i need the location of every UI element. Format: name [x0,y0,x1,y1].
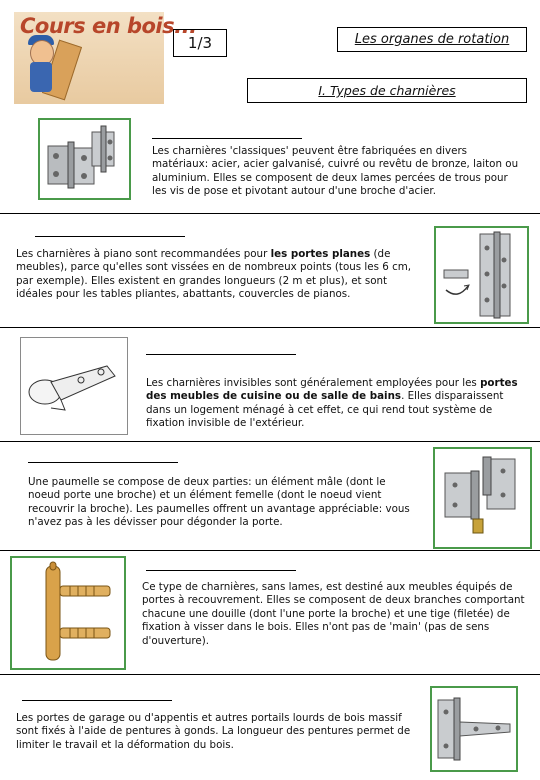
paragraph-text: Les portes de garage ou d'appentis et autres portails lourds de bois massif sont fixés à l'aide de pentures à gonds. La longueur des pentures permet de limiter le travail et la déformation du bois. [16,712,411,751]
paragraph-classiques [152,145,524,199]
concealed-hinge-image [20,337,128,435]
underline [152,138,302,139]
divider [0,441,540,442]
paragraph-text: (de meubles), parce qu'elles sont vissées en de nombreux points (tous les 6 cm, par exemple). Elles existent en grandes longueurs (2 m et plus), et sont idéales pour les tables pliantes, abattants, couvercles de pianos. [16,248,412,301]
underline [146,354,296,355]
paragraph-paumelle [28,476,420,530]
underline [28,462,178,463]
strap-hinge-image [430,686,518,772]
paragraph-sans-lames [142,581,527,648]
paragraph-pentures [16,712,416,752]
underline [22,700,172,701]
divider [0,674,540,675]
paragraph-text: Les charnières invisibles sont généralement employées pour les [146,377,481,389]
screw-hinge-image [10,556,126,670]
logo-text: Cours en bois... [20,14,197,38]
paragraph-bold: portes des meubles de cuisine ou de salle de bains [146,377,518,403]
divider [0,327,540,328]
paragraph-text: Ce type de charnières, sans lames, est destiné aux meubles équipés de portes à recouvrement. Elles se composent de deux branches comportant chacune une douille (dont l'une porte la broche) et une tige (filetée) de fixation à visser dans le bois. Elles n'ont pas de 'main' (pas de sens d'ouverture). [142,581,525,647]
page-title: Les organes de rotation [337,27,527,52]
underline [35,236,185,237]
section-title: I. Types de charnières [247,78,527,103]
piano-hinge-image [434,226,529,324]
paragraph-text: Une paumelle se compose de deux parties: un élément mâle (dont le noeud porte une broche) et un élément femelle (dont le noeud vient recouvrir la broche). Les paumelles offrent un avantage appréciable: vous n'avez pas à les dévisser pour dégonder la porte. [28,476,410,529]
page-number: 1/3 [173,29,227,57]
paragraph-text: . Elles disparaissent dans un logement ménagé à cet effet, ce qui rend tout système de fixation invisible de l'extérieur. [146,390,504,430]
lift-off-hinge-image [433,447,532,549]
divider [0,550,540,551]
classic-hinge-image [38,118,131,200]
paragraph-text: Les charnières à piano sont recommandées pour [16,248,271,260]
paragraph-bold: les portes planes [270,248,371,260]
paragraph-piano [16,248,414,302]
paragraph-text: Les charnières 'classiques' peuvent être fabriquées en divers matériaux: acier, acier galvanisé, cuivré ou revêtu de bronze, laiton ou aluminium. Elles se composent de deux lames percées de trous pour les vis de pose et pivotant autour d'une broche d'acier. [152,145,519,198]
paragraph-invisibles [146,377,526,431]
logo-character-body [30,62,52,92]
divider [0,213,540,214]
underline [146,570,296,571]
